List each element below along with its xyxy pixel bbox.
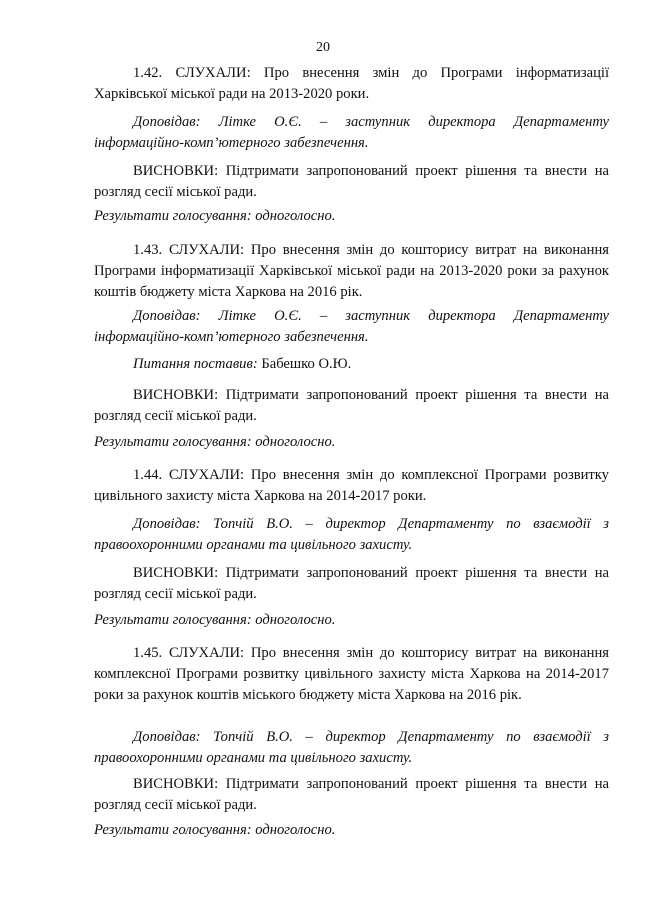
speaker-label: Доповідав: [133,308,201,324]
conclusions-label: ВИСНОВКИ: [133,387,219,403]
speaker-text: Літке О.Є. – заступник директора Департаменту інформаційно-комп’ютерного забезпечення. [94,308,610,345]
heard-label: 1.45. СЛУХАЛИ: [133,645,245,661]
question-text: Бабешко О.Ю. [261,356,352,372]
speaker-text: Топчій В.О. – директор Департаменту по взаємодії з правоохоронними органами та цивільного захисту. [94,516,610,553]
conclusions-label: ВИСНОВКИ: [133,776,219,792]
question-paragraph-1-43 [94,354,609,375]
conclusions-paragraph-1-43 [94,385,609,427]
heard-label: 1.43. СЛУХАЛИ: [133,242,245,258]
speaker-text: Топчій В.О. – директор Департаменту по взаємодії з правоохоронними органами та цивільного захисту. [94,729,610,766]
voting-result-1-45: Результати голосування: одноголосно. [94,822,336,838]
heard-text: Про внесення змін до Програми інформатизації Харківської міської ради на 2013-2020 роки. [94,65,610,102]
conclusions-label: ВИСНОВКИ: [133,163,219,179]
heard-label: 1.42. СЛУХАЛИ: [133,65,251,81]
conclusions-text: Підтримати запропонований проект рішення та внести на розгляд сесії міської ради. [94,565,609,602]
heard-label: 1.44. СЛУХАЛИ: [133,467,245,483]
conclusions-paragraph-1-42 [94,161,609,203]
conclusions-paragraph-1-44 [94,563,609,605]
speaker-paragraph-1-42 [94,112,609,154]
conclusions-text: Підтримати запропонований проект рішення та внести на розгляд сесії міської ради. [94,776,609,813]
heard-text: Про внесення змін до кошторису витрат на виконання Програми інформатизації Харківської міської ради на 2013-2020 роки за рахунок коштів бюджету міста Харкова на 2016 рік. [94,242,609,300]
conclusions-text: Підтримати запропонований проект рішення та внести на розгляд сесії міської ради. [94,387,609,424]
speaker-label: Доповідав: [133,114,201,130]
speaker-label: Доповідав: [133,729,201,745]
heard-text: Про внесення змін до кошторису витрат на виконання комплексної Програми розвитку цивільного захисту міста Харкова на 2014-2017 роки за рахунок коштів міського бюджету міста Харкова на 2016 рік. [94,645,609,703]
voting-result-1-44: Результати голосування: одноголосно. [94,612,336,628]
conclusions-text: Підтримати запропонований проект рішення та внести на розгляд сесії міської ради. [94,163,609,200]
question-label: Питання поставив: [133,356,258,372]
heard-paragraph-1-44 [94,465,609,507]
speaker-paragraph-1-44 [94,514,609,556]
page-number: 20 [316,40,330,55]
speaker-label: Доповідав: [133,516,201,532]
heard-text: Про внесення змін до комплексної Програми розвитку цивільного захисту міста Харкова на 2014-2017 роки. [94,467,609,504]
voting-result-1-43: Результати голосування: одноголосно. [94,434,336,450]
conclusions-paragraph-1-45 [94,774,609,816]
speaker-paragraph-1-45 [94,727,609,769]
heard-paragraph-1-42 [94,63,609,105]
speaker-paragraph-1-43 [94,306,609,348]
heard-paragraph-1-45 [94,643,609,706]
heard-paragraph-1-43 [94,240,609,303]
voting-result-1-42: Результати голосування: одноголосно. [94,208,336,224]
conclusions-label: ВИСНОВКИ: [133,565,219,581]
speaker-text: Літке О.Є. – заступник директора Департаменту інформаційно-комп’ютерного забезпечення. [94,114,610,151]
